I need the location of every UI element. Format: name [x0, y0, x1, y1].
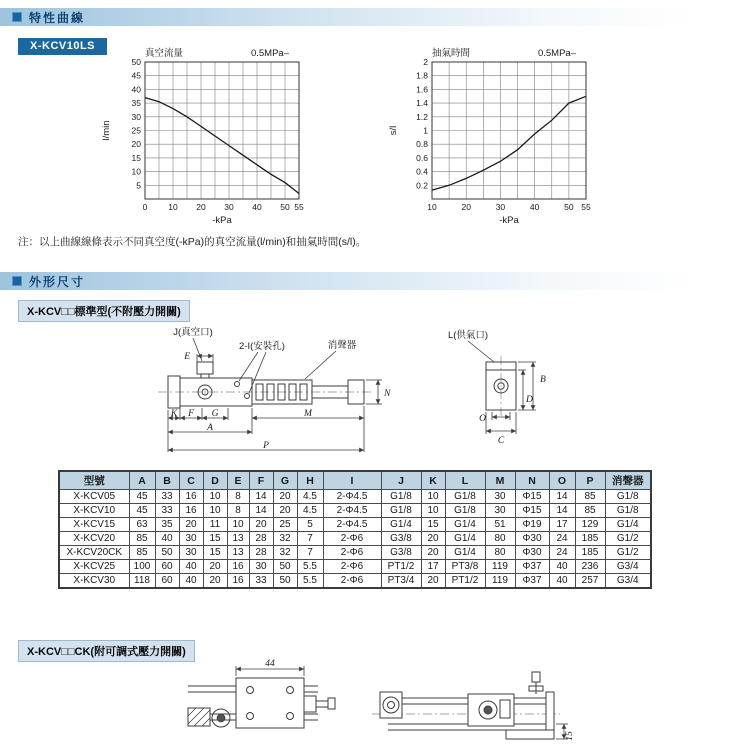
x-tick-label: 40: [252, 202, 262, 212]
y-tick-label: 10: [131, 166, 141, 177]
section-title: 外形尺寸: [29, 274, 86, 289]
table-cell: 24: [549, 532, 575, 546]
column-header: L: [445, 471, 485, 490]
table-cell: G3/4: [605, 560, 651, 574]
table-cell: 40: [179, 560, 203, 574]
table-cell: 33: [249, 574, 273, 589]
table-row: [59, 532, 651, 546]
table-row: [59, 560, 651, 574]
table-cell: 51: [485, 518, 515, 532]
table-cell: 15: [203, 532, 227, 546]
model-badge: X-KCV10LS: [18, 38, 107, 55]
dimension-table: [58, 470, 652, 589]
table-cell: 119: [485, 574, 515, 589]
table-cell: G3/8: [381, 532, 421, 546]
table-cell: 13: [227, 546, 249, 560]
ck-dimension-drawing: [0, 658, 730, 754]
table-cell: 30: [485, 504, 515, 518]
x-tick-label: 0: [142, 202, 148, 212]
table-cell: Φ37: [515, 560, 549, 574]
table-cell: 14: [549, 504, 575, 518]
table-cell: Φ37: [515, 574, 549, 589]
section-bullet-icon: [12, 276, 22, 286]
table-cell: 4.5: [297, 504, 323, 518]
table-cell: 2-Φ6: [323, 560, 381, 574]
column-header: P: [575, 471, 605, 490]
x-tick-label: 50: [564, 202, 574, 212]
y-tick-label: 5: [136, 180, 141, 191]
table-cell: 14: [249, 490, 273, 504]
x-axis-label: -kPa: [499, 215, 519, 226]
table-cell: 30: [485, 490, 515, 504]
dim-c-label: C: [497, 436, 505, 446]
dim-n-label: N: [384, 389, 391, 399]
table-cell: 5.5: [297, 574, 323, 589]
mount-plate: [236, 678, 304, 728]
y-tick-label: 0.4: [416, 166, 428, 177]
subsection-standard-label: X-KCV□□標準型(不附壓力開關): [18, 300, 190, 322]
table-cell: G1/4: [605, 518, 651, 532]
table-cell: 28: [249, 532, 273, 546]
table-cell: 32: [273, 532, 297, 546]
chart-subtitle: 0.5MPa–: [250, 48, 289, 59]
x-axis-label: -kPa: [212, 215, 232, 226]
table-cell: 20: [179, 518, 203, 532]
y-tick-label: 1.2: [416, 111, 428, 122]
table-cell: 16: [179, 504, 203, 518]
table-cell: 40: [549, 574, 575, 589]
lower-bracket: [506, 730, 554, 739]
table-cell: 2-Φ4.5: [323, 518, 381, 532]
table-cell: 118: [129, 574, 155, 589]
chart-subtitle: 0.5MPa–: [537, 48, 576, 59]
table-cell: 257: [575, 574, 605, 589]
table-cell: 80: [485, 532, 515, 546]
table-cell: 80: [485, 546, 515, 560]
y-axis-label: s/l: [388, 125, 399, 136]
table-cell: 10: [227, 518, 249, 532]
dim-o-label: O: [479, 414, 486, 424]
table-cell: PT3/4: [381, 574, 421, 589]
table-cell: 129: [575, 518, 605, 532]
x-tick-label: 20: [196, 202, 206, 212]
table-cell: 10: [421, 490, 445, 504]
table-cell: 85: [575, 504, 605, 518]
chart-title: 真空流量: [145, 48, 184, 59]
table-cell: 16: [227, 574, 249, 589]
table-cell: 60: [155, 560, 179, 574]
y-tick-label: 2: [423, 57, 428, 67]
table-cell: X-KCV10: [59, 504, 129, 518]
column-header: E: [227, 471, 249, 490]
table-cell: 60: [155, 574, 179, 589]
standard-dimension-drawing: [0, 322, 730, 468]
x-tick-label: 55: [294, 202, 304, 212]
column-header: O: [549, 471, 575, 490]
data-curve: [145, 98, 299, 194]
table-cell: 2-Φ6: [323, 532, 381, 546]
table-cell: 20: [421, 532, 445, 546]
dim-44-label: 44: [265, 659, 275, 669]
mount-hole: [245, 394, 250, 399]
table-cell: 20: [421, 574, 445, 589]
dim-a-label: A: [207, 423, 213, 433]
table-cell: 33: [155, 504, 179, 518]
column-header: G: [273, 471, 297, 490]
table-cell: G1/8: [445, 504, 485, 518]
table-cell: 119: [485, 560, 515, 574]
x-tick-label: 30: [495, 202, 506, 212]
table-cell: 2-Φ4.5: [323, 504, 381, 518]
table-cell: 20: [249, 518, 273, 532]
table-cell: 8: [227, 504, 249, 518]
column-header: H: [297, 471, 323, 490]
table-cell: X-KCV05: [59, 490, 129, 504]
section-header-dimensions: [0, 272, 730, 290]
y-tick-label: 50: [131, 57, 141, 67]
vacuum-port-label: J(真空口): [173, 327, 213, 338]
table-cell: 17: [421, 560, 445, 574]
table-cell: 35: [155, 518, 179, 532]
dim-e-label: E: [184, 352, 190, 362]
y-tick-label: 35: [131, 98, 141, 109]
y-tick-label: 45: [131, 70, 141, 81]
table-row: [59, 574, 651, 589]
table-cell: G1/4: [445, 532, 485, 546]
table-cell: 11: [203, 518, 227, 532]
table-cell: 40: [549, 560, 575, 574]
valve-assembly: [168, 362, 364, 408]
vacuum-port-fitting: [197, 362, 213, 374]
table-cell: G1/8: [381, 504, 421, 518]
chart-title: 抽氣時間: [432, 48, 471, 59]
table-cell: 85: [129, 546, 155, 560]
vacuum-flow-chart: [93, 46, 363, 230]
table-cell: PT1/2: [445, 574, 485, 589]
table-cell: 63: [129, 518, 155, 532]
table-cell: 25: [273, 518, 297, 532]
table-cell: 20: [203, 560, 227, 574]
table-cell: 15: [421, 518, 445, 532]
table-cell: 40: [155, 532, 179, 546]
table-cell: 4.5: [297, 490, 323, 504]
column-header: J: [381, 471, 421, 490]
ck-side-view: [380, 672, 554, 739]
y-tick-label: 15: [131, 152, 141, 163]
table-cell: Φ15: [515, 504, 549, 518]
table-cell: Φ15: [515, 490, 549, 504]
adjust-screw: [532, 672, 540, 682]
supply-port-label: L(供氣口): [447, 330, 489, 341]
y-tick-label: 25: [131, 125, 141, 136]
table-cell: 28: [249, 546, 273, 560]
table-cell: Φ30: [515, 532, 549, 546]
table-header-row: [59, 471, 651, 490]
table-cell: 85: [129, 532, 155, 546]
dim-p-label: P: [263, 441, 269, 451]
table-row: [59, 504, 651, 518]
y-tick-label: 1.4: [416, 98, 428, 109]
column-header: A: [129, 471, 155, 490]
table-row: [59, 518, 651, 532]
dim-f-label: F: [188, 409, 194, 419]
table-cell: 45: [129, 504, 155, 518]
table-cell: 50: [273, 574, 297, 589]
table-cell: 7: [297, 532, 323, 546]
data-curve: [432, 96, 586, 190]
table-row: [59, 490, 651, 504]
table-cell: 10: [203, 504, 227, 518]
column-header: F: [249, 471, 273, 490]
table-cell: 40: [179, 574, 203, 589]
table-cell: 185: [575, 546, 605, 560]
table-cell: 20: [273, 504, 297, 518]
subsection-ck-label: X-KCV□□CK(附可調式壓力開關): [18, 640, 195, 662]
y-tick-label: 40: [131, 84, 141, 95]
table-cell: 32: [273, 546, 297, 560]
column-header: 型號: [59, 471, 129, 490]
table-cell: G1/2: [605, 532, 651, 546]
table-cell: 45: [129, 490, 155, 504]
y-tick-label: 0.2: [416, 180, 428, 191]
table-cell: 16: [179, 490, 203, 504]
y-tick-label: 30: [131, 111, 141, 122]
mount-hole: [235, 382, 240, 387]
column-header: M: [485, 471, 515, 490]
table-cell: Φ30: [515, 546, 549, 560]
evacuation-time-chart: [380, 46, 650, 230]
table-cell: 20: [421, 546, 445, 560]
table-cell: G1/8: [381, 490, 421, 504]
section-bullet-icon: [12, 12, 22, 22]
x-tick-label: 50: [280, 202, 290, 212]
table-cell: PT1/2: [381, 560, 421, 574]
table-cell: 85: [575, 490, 605, 504]
dimension-lines: [168, 354, 382, 452]
table-cell: G1/8: [445, 490, 485, 504]
dim-d-label: D: [526, 395, 533, 405]
table-cell: 2-Φ6: [323, 546, 381, 560]
x-tick-label: 20: [461, 202, 471, 212]
table-cell: 33: [155, 490, 179, 504]
dim-m-label: M: [304, 409, 312, 419]
dim-k-label: K: [170, 409, 178, 419]
table-cell: 100: [129, 560, 155, 574]
x-tick-label: 55: [581, 202, 591, 212]
x-tick-label: 10: [168, 202, 178, 212]
y-tick-label: 1.6: [416, 84, 428, 95]
table-cell: 30: [179, 546, 203, 560]
table-cell: G1/8: [605, 490, 651, 504]
table-cell: 14: [549, 490, 575, 504]
dim-g-label: G: [211, 409, 219, 419]
table-cell: 20: [203, 574, 227, 589]
table-cell: X-KCV30: [59, 574, 129, 589]
table-cell: 236: [575, 560, 605, 574]
table-cell: 7: [297, 546, 323, 560]
table-cell: 10: [203, 490, 227, 504]
table-cell: G1/4: [381, 518, 421, 532]
table-cell: X-KCV25: [59, 560, 129, 574]
x-tick-label: 40: [529, 202, 540, 212]
muffler-label: 消聲器: [327, 340, 357, 351]
table-cell: 5: [297, 518, 323, 532]
table-cell: 2-Φ6: [323, 574, 381, 589]
table-cell: 30: [179, 532, 203, 546]
table-cell: Φ19: [515, 518, 549, 532]
column-header: K: [421, 471, 445, 490]
table-cell: X-KCV15: [59, 518, 129, 532]
column-header: 消聲器: [605, 471, 651, 490]
table-cell: 14: [249, 504, 273, 518]
table-cell: 16: [227, 560, 249, 574]
table-cell: 13: [227, 532, 249, 546]
column-header: I: [323, 471, 381, 490]
mount-holes-label: 2-I(安裝孔): [239, 341, 285, 352]
column-header: N: [515, 471, 549, 490]
section-title: 特性曲線: [29, 10, 86, 25]
y-axis-label: l/min: [101, 120, 112, 141]
table-row: [59, 546, 651, 560]
table-cell: 5.5: [297, 560, 323, 574]
table-cell: 50: [155, 546, 179, 560]
table-cell: G1/8: [605, 504, 651, 518]
dim-b-label: B: [540, 375, 546, 385]
dim-15-label: 15: [565, 731, 575, 741]
table-cell: X-KCV20: [59, 532, 129, 546]
table-cell: G1/4: [445, 518, 485, 532]
table-cell: G3/4: [605, 574, 651, 589]
y-tick-label: 1.8: [416, 70, 428, 81]
section-header-curves: [0, 8, 730, 26]
table-cell: G1/2: [605, 546, 651, 560]
table-cell: 24: [549, 546, 575, 560]
curves-note: 注：以上曲線線條表示不同真空度(-kPa)的真空流量(l/min)和抽氣時間(s/l)。: [18, 236, 367, 248]
table-cell: 30: [249, 560, 273, 574]
table-cell: 8: [227, 490, 249, 504]
table-cell: 15: [203, 546, 227, 560]
table-cell: G3/8: [381, 546, 421, 560]
y-tick-label: 0.8: [416, 139, 428, 150]
table-cell: 185: [575, 532, 605, 546]
column-header: B: [155, 471, 179, 490]
x-tick-label: 30: [224, 202, 234, 212]
ck-top-view: [188, 678, 335, 728]
table-cell: 10: [421, 504, 445, 518]
table-cell: 2-Φ4.5: [323, 490, 381, 504]
table-cell: G1/4: [445, 546, 485, 560]
y-tick-label: 0.6: [416, 152, 428, 163]
table-cell: X-KCV20CK: [59, 546, 129, 560]
table-cell: PT3/8: [445, 560, 485, 574]
y-tick-label: 20: [131, 139, 141, 150]
y-tick-label: 1: [423, 125, 428, 136]
table-cell: 20: [273, 490, 297, 504]
column-header: C: [179, 471, 203, 490]
x-tick-label: 10: [427, 202, 437, 212]
table-cell: 50: [273, 560, 297, 574]
table-cell: 17: [549, 518, 575, 532]
column-header: D: [203, 471, 227, 490]
